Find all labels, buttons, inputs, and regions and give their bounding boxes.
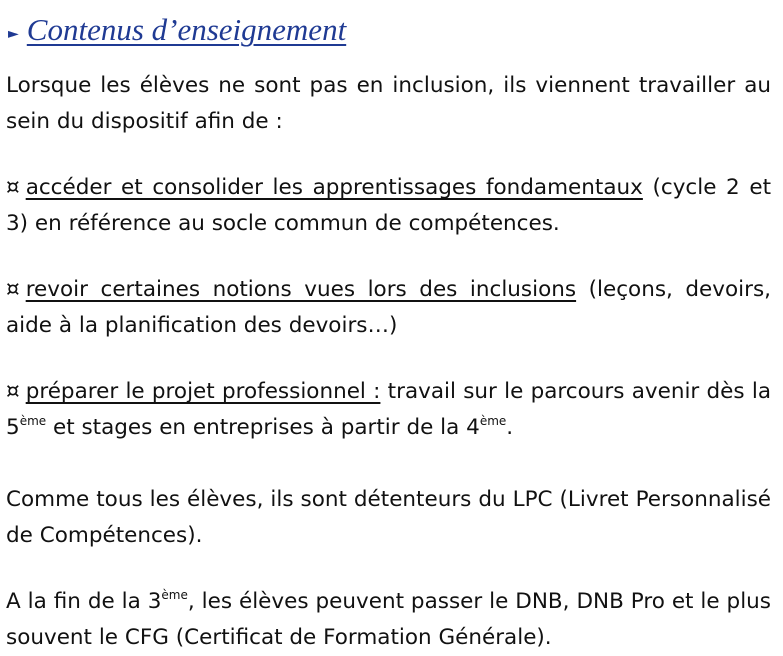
section-title: Contenus d’enseignement bbox=[26, 12, 347, 47]
superscript: ème bbox=[19, 414, 47, 428]
section-heading bbox=[6, 6, 771, 54]
list-item-heading: revoir certaines notions vues lors des inclusions bbox=[25, 277, 577, 302]
list-item-projet bbox=[6, 374, 771, 446]
list-item-text: (leçons, devoirs, aide à la planification des devoirs…) bbox=[6, 277, 771, 338]
final-paragraph bbox=[6, 584, 771, 656]
final-text: A la fin de la 3 bbox=[6, 589, 162, 614]
intro-paragraph: Lorsque les élèves ne sont pas en inclusion, ils viennent travailler au sein du dispositif afin de : bbox=[6, 73, 771, 134]
list-item-text: et stages en entreprises à partir de la 4 bbox=[46, 415, 480, 440]
list-item-fondamentaux bbox=[6, 170, 771, 242]
list-item-text: travail sur le parcours avenir dès la 5 bbox=[6, 379, 772, 440]
list-item-inclusions bbox=[6, 272, 771, 344]
superscript: ème bbox=[161, 588, 188, 602]
list-item-text: . bbox=[506, 415, 514, 440]
triangle-bullet-icon: ► bbox=[8, 26, 19, 42]
final-text: , les élèves peuvent passer le DNB, DNB Pro et le plus souvent le CFG (Certificat de Formation Générale). bbox=[6, 589, 771, 650]
list-item-heading: accéder et consolider les apprentissages fondamentaux bbox=[25, 175, 643, 200]
list-item-text: (cycle 2 et 3) en référence au socle commun de compétences. bbox=[6, 175, 772, 236]
lpc-paragraph: Comme tous les élèves, ils sont détenteurs du LPC (Livret Personnalisé de Compétences). bbox=[6, 487, 771, 548]
superscript: ème bbox=[479, 414, 507, 428]
currency-bullet-icon: ¤ bbox=[6, 175, 20, 200]
list-item-heading: préparer le projet professionnel : bbox=[25, 379, 381, 404]
currency-bullet-icon: ¤ bbox=[6, 277, 20, 302]
currency-bullet-icon: ¤ bbox=[6, 379, 20, 404]
